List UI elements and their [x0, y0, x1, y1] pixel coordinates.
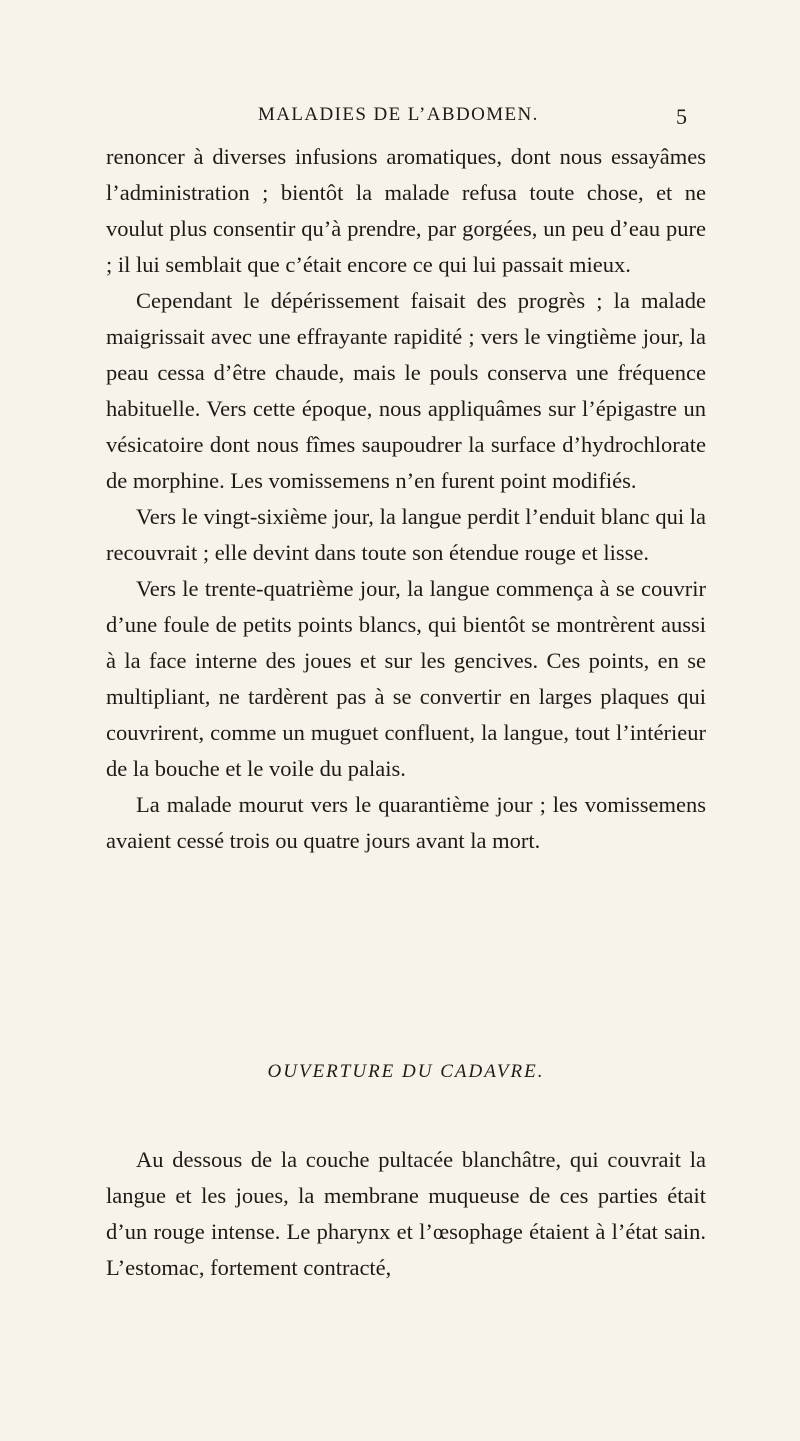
paragraph: Vers le trente-quatrième jour, la langue commença à se couvrir d’une foule de petits points blancs, qui bientôt se montrèrent aussi à la face interne des joues et sur les gencives. Ces points, en se multipliant, ne tardèrent pas à se convertir en larges plaques qui couvrirent, comme un muguet confluent, la langue, tout l’intérieur de la bouche et le voile du palais. — [106, 576, 706, 781]
section-heading: OUVERTURE DU CADAVRE. — [267, 1061, 545, 1082]
page-number: 5 — [676, 104, 687, 129]
paragraph: renoncer à diverses infusions aromatiques, dont nous essayâmes l’administration ; bientôt la malade refusa toute chose, et ne voulut plus consentir qu’à prendre, par gorgées, un peu d’eau pure ; il lui semblait que c’était encore ce qui lui passait mieux. — [106, 144, 706, 277]
running-head: MALADIES DE L’ABDOMEN. — [258, 104, 539, 125]
paragraph: Cependant le dépérissement faisait des progrès ; la malade maigrissait avec une effrayante rapidité ; vers le vingtième jour, la peau cessa d’être chaude, mais le pouls conserva une fréquence habituelle. Vers cette époque, nous appliquâmes sur l’épigastre un vésicatoire dont nous fîmes saupoudrer la surface d’hydrochlorate de morphine. Les vomissemens n’en furent point modifiés. — [106, 288, 706, 493]
paragraph: La malade mourut vers le quarantième jour ; les vomissemens avaient cessé trois ou quatre jours avant la mort. — [106, 792, 706, 853]
paragraph: Au dessous de la couche pultacée blanchâtre, qui couvrait la langue et les joues, la membrane muqueuse de ces parties était d’un rouge intense. Le pharynx et l’œsophage étaient à l’état sain. L’estomac, fortement contracté, — [106, 1147, 706, 1280]
paragraph: Vers le vingt-sixième jour, la langue perdit l’enduit blanc qui la recouvrait ; elle devint dans toute son étendue rouge et lisse. — [106, 504, 706, 565]
main-text — [106, 139, 706, 859]
section-text — [106, 1142, 706, 1286]
